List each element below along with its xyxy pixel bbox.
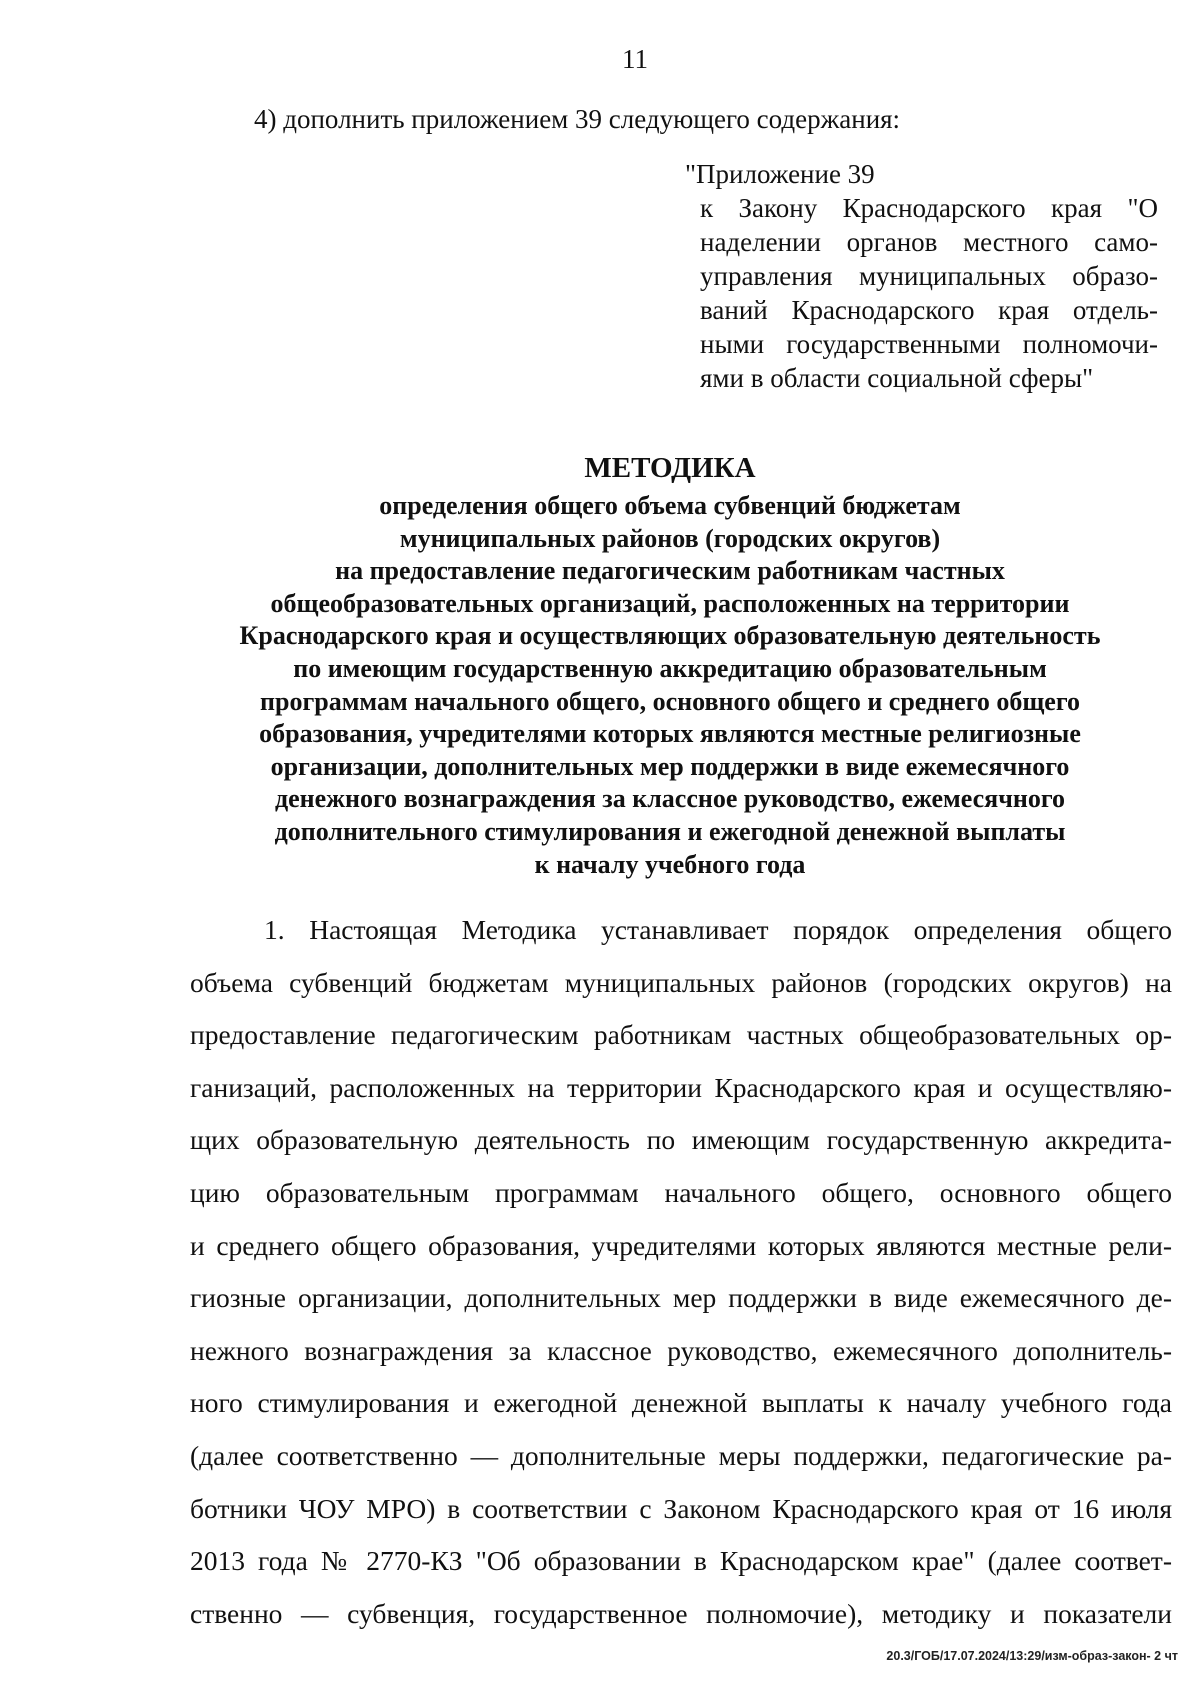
appendix-line: к Закону Краснодарского края "О [700,193,1158,223]
appendix-line: ваний Краснодарского края отдель- [700,295,1158,325]
document-title: МЕТОДИКА [584,452,756,484]
body-line: 1. Настоящая Методика устанавливает порядок определения общего [264,914,1172,945]
subtitle-line: к началу учебного года [534,849,806,879]
subtitle-line: Краснодарского края и осуществляющих образовательную деятельность [239,621,1101,651]
subtitle-line: денежного вознаграждения за классное руководство, ежемесячного [274,784,1066,814]
subtitle-line: организации, дополнительных мер поддержки в виде ежемесячного [270,751,1070,781]
body-line: ственно — субвенция, государственное полномочие), методику и показатели [190,1597,1172,1629]
subtitle-line: на предоставление педагогическим работникам частных [335,556,1005,586]
body-line: нежного вознаграждения за классное руководство, ежемесячного дополнитель- [190,1334,1172,1366]
amendment-intro-line: 4) дополнить приложением 39 следующего содержания: [254,104,901,134]
body-line: гиозные организации, дополнительных мер поддержки в виде ежемесячного де- [190,1282,1172,1314]
appendix-header [685,157,1158,395]
subtitle-line: общеобразовательных организаций, расположенных на территории [270,588,1070,618]
body-line: ботники ЧОУ МРО) в соответствии с Законом Краснодарского края от 16 июля [190,1492,1172,1524]
body-line: объема субвенций бюджетам муниципальных районов (городских округов) на [190,966,1172,998]
document-title-block [190,448,1150,881]
appendix-line: ными государственными полномочи- [700,329,1158,359]
document-footer-code: 20.3/ГОБ/17.07.2024/13:29/изм-образ-закон- 2 чт [886,1649,1178,1663]
body-line: (далее соответственно — дополнительные меры поддержки, педагогические ра- [190,1439,1172,1471]
appendix-line: управления муниципальных образо- [700,261,1158,291]
body-paragraph [190,904,1172,1640]
subtitle-line: муниципальных районов (городских округов) [399,523,941,553]
body-line: цию образовательным программам начального общего, основного общего [190,1176,1172,1208]
appendix-line: "Приложение 39 [685,159,875,189]
body-line: 2013 года № 2770-КЗ "Об образовании в Краснодарском крае" (далее соответ- [190,1545,1172,1577]
appendix-line: наделении органов местного само- [700,227,1158,257]
subtitle-line: определения общего объема субвенций бюджетам [379,491,961,520]
body-line: ганизаций, расположенных на территории Краснодарского края и осуществляю- [190,1071,1172,1103]
appendix-line: ями в области социальной сферы" [700,363,1094,393]
subtitle-line: программам начального общего, основного общего и среднего общего [260,686,1080,716]
subtitle-line: по имеющим государственную аккредитацию образовательным [293,653,1047,683]
body-line: щих образовательную деятельность по имеющим государственную аккредита- [190,1124,1172,1156]
body-line: ного стимулирования и ежегодной денежной выплаты к началу учебного года [190,1387,1172,1419]
page-number: 11 [622,44,648,74]
subtitle-line: дополнительного стимулирования и ежегодной денежной выплаты [274,816,1066,846]
subtitle-line: образования, учредителями которых являются местные религиозные [259,719,1081,749]
body-line: предоставление педагогическим работникам частных общеобразовательных ор- [190,1019,1172,1051]
body-line: и среднего общего образования, учредителями которых являются местные рели- [190,1229,1172,1261]
